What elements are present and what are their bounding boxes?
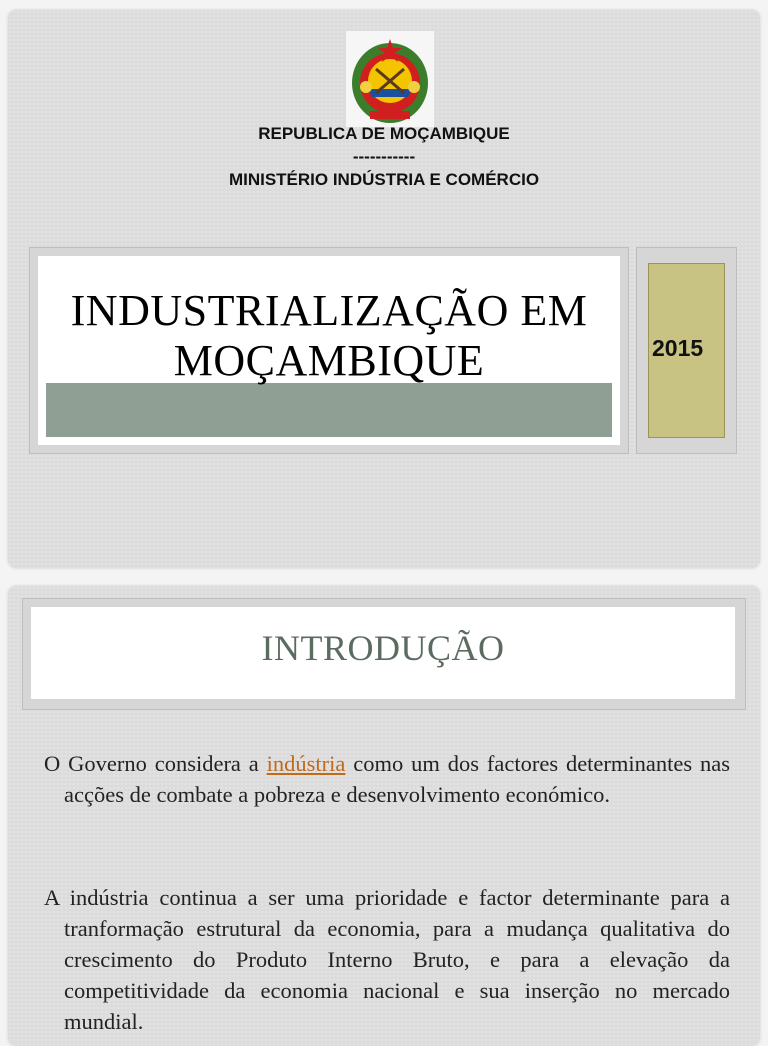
- heading-frame: [22, 598, 746, 710]
- paragraph-1: [44, 748, 730, 810]
- header-text: [8, 122, 760, 191]
- industria-link[interactable]: indústria: [266, 751, 346, 776]
- title-frame: [29, 247, 629, 454]
- title-line-2: MOÇAMBIQUE: [173, 336, 485, 385]
- ministry-name: MINISTÉRIO INDÚSTRIA E COMÉRCIO: [228, 170, 540, 189]
- p1-start: O Governo considera a: [44, 751, 267, 776]
- year-label: 2015: [652, 335, 704, 361]
- heading-box: [31, 607, 735, 699]
- coat-of-arms-icon: [346, 31, 434, 127]
- title-box: [38, 256, 620, 445]
- title-slide: [8, 10, 760, 568]
- year-frame: [636, 247, 737, 454]
- country-name: REPUBLICA DE MOÇAMBIQUE: [258, 124, 510, 143]
- presentation-title: [38, 286, 620, 386]
- p1-end: como um dos factores determinantes nas acções de combate a pobreza e desenvolvimento económico.: [64, 751, 730, 807]
- title-band: [46, 383, 612, 437]
- header-divider: -----------: [352, 147, 416, 166]
- title-line-1: INDUSTRIALIZAÇÃO EM: [70, 286, 588, 335]
- paragraph-2: A indústria continua a ser uma prioridade e factor determinante para a tranformação estrutural da economia, para a mudança qualitativa do crescimento do Produto Interno Bruto, e para a elevação da competitividade da economia nacional e sua inserção no mercado mundial.: [44, 885, 730, 1034]
- section-heading: INTRODUÇÃO: [261, 628, 505, 668]
- introduction-slide: [8, 586, 760, 1046]
